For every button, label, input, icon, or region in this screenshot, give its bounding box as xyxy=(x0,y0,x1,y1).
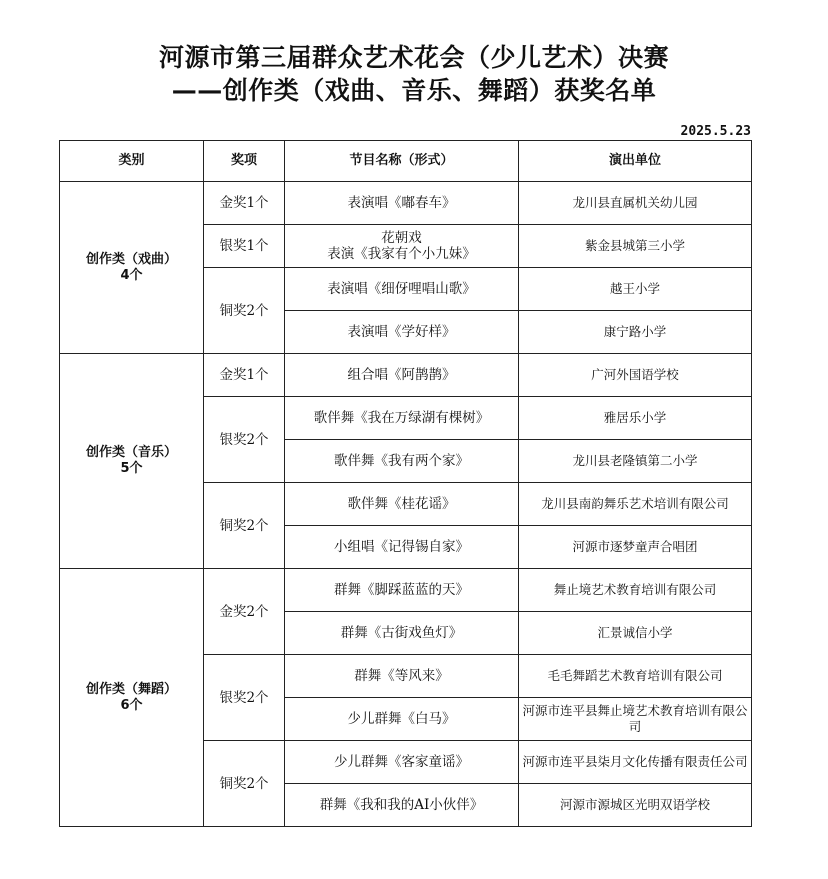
table-row xyxy=(60,569,752,612)
date-label: 2025.5.23 xyxy=(680,124,751,139)
program-cell: 群舞《古街戏鱼灯》 xyxy=(285,612,519,655)
awards-table xyxy=(59,140,752,827)
unit-cell: 龙川县南韵舞乐艺术培训有限公司 xyxy=(519,483,752,526)
category-name: 创作类（音乐） xyxy=(85,445,177,460)
program-cell: 歌伴舞《我有两个家》 xyxy=(285,440,519,483)
title-line-2: ——创作类（戏曲、音乐、舞蹈）获奖名单 xyxy=(171,76,657,105)
title-line-1: 河源市第三届群众艺术花会（少儿艺术）决赛 xyxy=(158,43,669,72)
category-count: 6个 xyxy=(120,697,143,713)
unit-cell: 舞止境艺术教育培训有限公司 xyxy=(519,569,752,612)
unit-cell: 龙川县直属机关幼儿园 xyxy=(519,182,752,225)
program-cell: 群舞《我和我的AI小伙伴》 xyxy=(285,784,519,827)
program-cell: 少儿群舞《客家童谣》 xyxy=(285,741,519,784)
award-level-cell: 铜奖2个 xyxy=(204,483,285,569)
table-header-row xyxy=(60,141,752,182)
header-unit: 演出单位 xyxy=(519,141,752,182)
header-award: 奖项 xyxy=(204,141,285,182)
program-cell: 歌伴舞《桂花谣》 xyxy=(285,483,519,526)
award-level-cell: 银奖2个 xyxy=(204,655,285,741)
category-cell xyxy=(60,569,204,827)
award-level-cell: 银奖1个 xyxy=(204,225,285,268)
unit-cell: 雅居乐小学 xyxy=(519,397,752,440)
category-name: 创作类（舞蹈） xyxy=(85,681,177,697)
program-cell: 小组唱《记得锡自家》 xyxy=(285,526,519,569)
unit-cell: 毛毛舞蹈艺术教育培训有限公司 xyxy=(519,655,752,698)
award-level-cell: 金奖1个 xyxy=(204,354,285,397)
award-level-cell: 铜奖2个 xyxy=(204,268,285,354)
unit-cell: 康宁路小学 xyxy=(519,311,752,354)
header-program: 节目名称（形式） xyxy=(285,141,519,182)
unit-cell: 河源市源城区光明双语学校 xyxy=(519,784,752,827)
unit-cell: 广河外国语学校 xyxy=(519,354,752,397)
program-cell: 表演唱《嘟春车》 xyxy=(285,182,519,225)
program-cell: 少儿群舞《白马》 xyxy=(285,698,519,741)
program-cell: 花朝戏 表演《我家有个小九妹》 xyxy=(285,225,519,268)
category-count: 5个 xyxy=(120,461,143,476)
award-level-cell: 金奖1个 xyxy=(204,182,285,225)
program-cell: 表演唱《学好样》 xyxy=(285,311,519,354)
unit-cell: 河源市连平县柒月文化传播有限责任公司 xyxy=(519,741,752,784)
category-cell xyxy=(60,354,204,569)
category-count: 4个 xyxy=(120,267,143,283)
unit-cell: 河源市连平县舞止境艺术教育培训有限公司 xyxy=(519,698,752,741)
table-row xyxy=(60,182,752,225)
unit-cell: 汇景诚信小学 xyxy=(519,612,752,655)
unit-cell: 越王小学 xyxy=(519,268,752,311)
program-cell: 歌伴舞《我在万绿湖有棵树》 xyxy=(285,397,519,440)
table-body xyxy=(60,182,752,827)
program-cell: 表演唱《细伢哩唱山歌》 xyxy=(285,268,519,311)
table-row xyxy=(60,354,752,397)
award-level-cell: 金奖2个 xyxy=(204,569,285,655)
category-cell xyxy=(60,182,204,354)
program-cell: 群舞《等风来》 xyxy=(285,655,519,698)
unit-cell: 龙川县老隆镇第二小学 xyxy=(519,440,752,483)
header-category: 类别 xyxy=(60,141,204,182)
unit-cell: 紫金县城第三小学 xyxy=(519,225,752,268)
program-cell: 群舞《脚踩蓝蓝的天》 xyxy=(285,569,519,612)
unit-cell: 河源市逐梦童声合唱团 xyxy=(519,526,752,569)
award-level-cell: 银奖2个 xyxy=(204,397,285,483)
program-cell: 组合唱《阿鹊鹊》 xyxy=(285,354,519,397)
category-name: 创作类（戏曲） xyxy=(85,251,177,267)
award-level-cell: 铜奖2个 xyxy=(204,741,285,827)
